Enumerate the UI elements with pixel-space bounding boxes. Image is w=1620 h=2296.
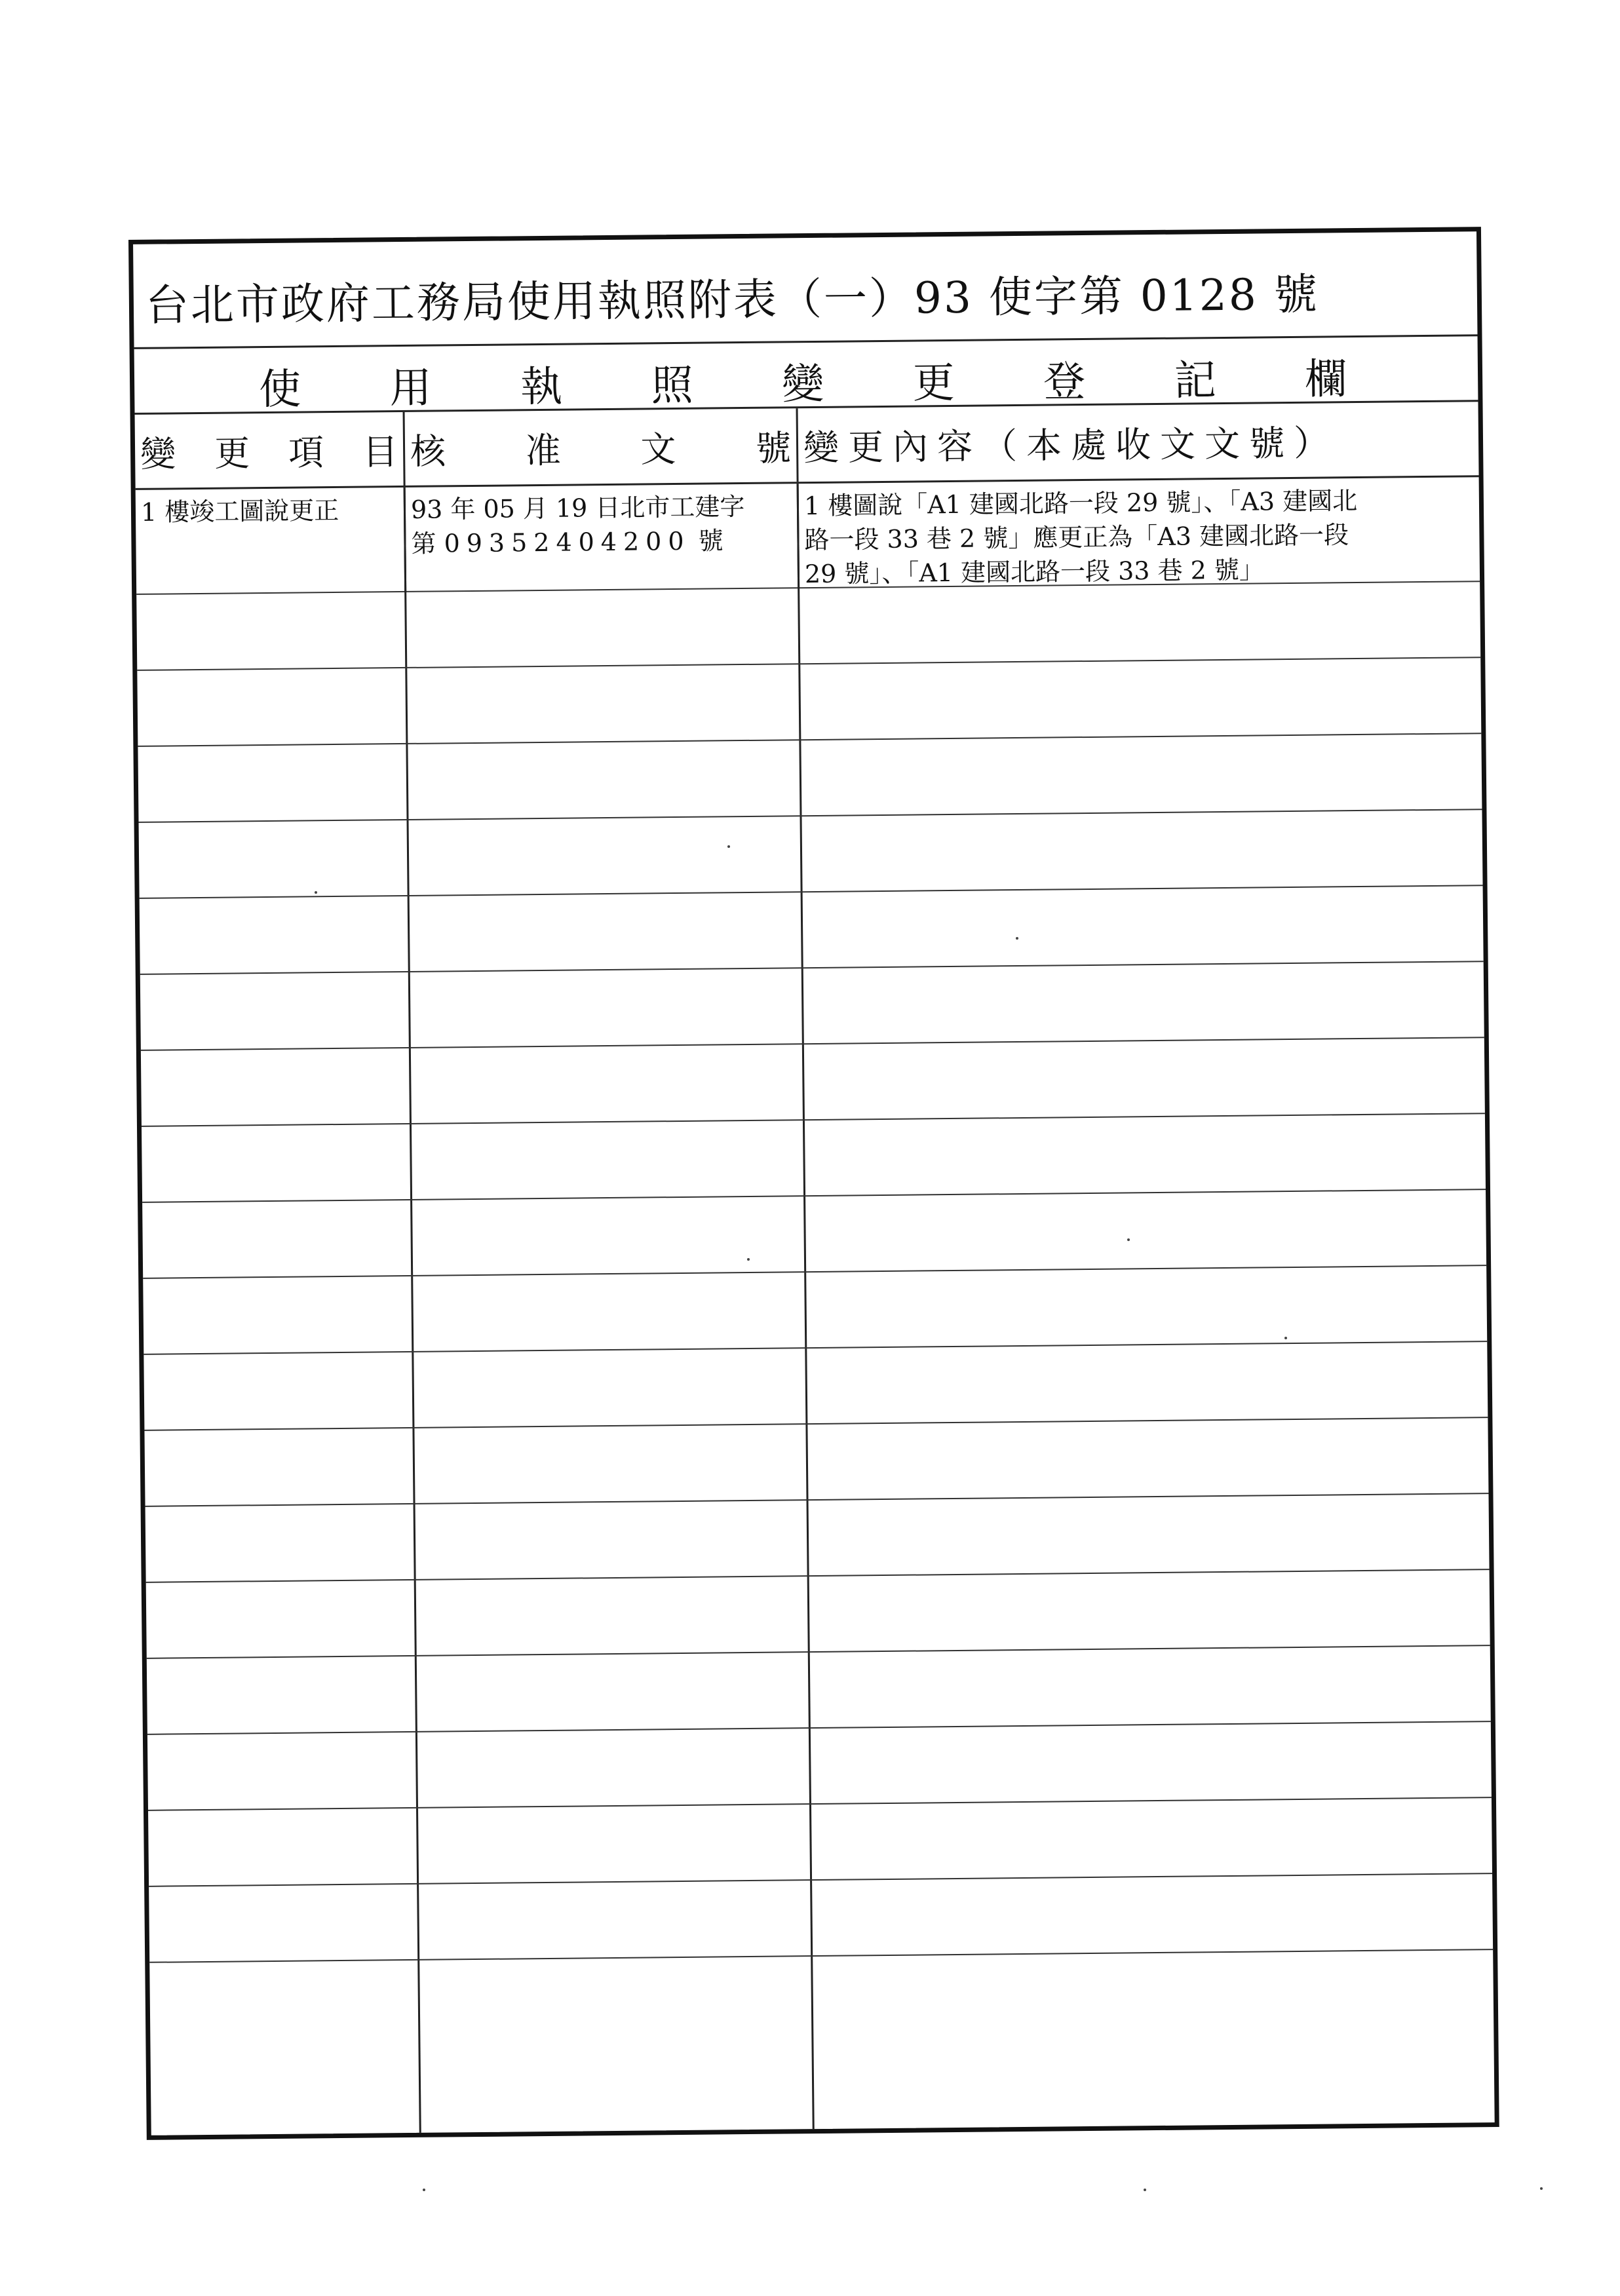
empty-table-row bbox=[144, 1418, 1488, 1507]
approval-date-line: 93 年 05 月 19 日北市工建字 bbox=[410, 491, 745, 524]
subtitle-char: 用 bbox=[389, 364, 433, 413]
table-header-row bbox=[135, 402, 1479, 490]
subtitle-char: 照 bbox=[651, 361, 694, 411]
header-change-item bbox=[135, 412, 406, 488]
header-change-content bbox=[798, 402, 1479, 482]
empty-table-row bbox=[143, 1266, 1487, 1355]
header-approval-number bbox=[405, 408, 799, 486]
header-char: 項 bbox=[288, 432, 324, 474]
empty-table-row bbox=[140, 886, 1484, 975]
cell-change-content bbox=[799, 477, 1480, 587]
content-line: 1 樓圖說「A1 建國北路一段 29 號」、「A3 建國北 bbox=[803, 486, 1358, 521]
empty-table-row bbox=[149, 1874, 1493, 1963]
subtitle-char: 欄 bbox=[1304, 355, 1347, 404]
empty-table-row bbox=[148, 1798, 1492, 1887]
scan-speck bbox=[1127, 1238, 1130, 1241]
subtitle-char: 使 bbox=[258, 365, 301, 415]
empty-table-row bbox=[142, 1114, 1486, 1203]
empty-table-row bbox=[149, 1950, 1494, 2039]
header-char: 文 bbox=[640, 428, 676, 470]
approval-number-line bbox=[411, 523, 793, 561]
scan-speck bbox=[1540, 2187, 1543, 2190]
scan-speck bbox=[727, 845, 730, 848]
header-char: 准 bbox=[525, 429, 562, 472]
empty-table-row bbox=[138, 734, 1482, 823]
scan-speck bbox=[1016, 937, 1018, 940]
approval-suffix: 號 bbox=[698, 526, 723, 556]
empty-table-row bbox=[141, 1038, 1485, 1127]
header-char: 目 bbox=[362, 431, 398, 473]
empty-table-row bbox=[140, 962, 1484, 1051]
header-char: 核 bbox=[410, 430, 446, 472]
subtitle-char: 變 bbox=[781, 360, 824, 410]
header-char: 號 bbox=[755, 427, 792, 469]
form-subtitle-row bbox=[134, 336, 1478, 415]
approval-number: 09352404200 bbox=[444, 526, 691, 558]
empty-table-row bbox=[145, 1494, 1490, 1583]
approval-prefix: 第 bbox=[411, 529, 436, 558]
scan-speck bbox=[1284, 1337, 1287, 1339]
subtitle-char: 登 bbox=[1043, 357, 1086, 407]
scan-speck bbox=[747, 1258, 750, 1261]
content-line: 路一段 33 巷 2 號」應更正為「A3 建國北路一段 bbox=[804, 520, 1349, 555]
table-row bbox=[136, 477, 1480, 595]
empty-table-row bbox=[142, 1190, 1486, 1279]
cell-approval-number bbox=[406, 484, 800, 591]
empty-table-row bbox=[139, 810, 1483, 899]
empty-table-row bbox=[136, 582, 1480, 671]
scan-speck bbox=[315, 891, 317, 894]
content-line: 29 號」、「A1 建國北路一段 33 巷 2 號」 bbox=[804, 555, 1265, 589]
header-content-label: 變更內容（本處收文文號） bbox=[803, 422, 1339, 469]
empty-table-row bbox=[144, 1342, 1488, 1431]
change-item-text: 1 樓竣工圖說更正 bbox=[140, 495, 339, 527]
header-char: 變 bbox=[140, 433, 176, 475]
empty-table-row bbox=[147, 1646, 1491, 1735]
empty-table-row bbox=[146, 1570, 1490, 1659]
empty-rows bbox=[136, 582, 1494, 2135]
cell-change-item bbox=[136, 488, 406, 594]
form-title-row bbox=[133, 231, 1477, 349]
subtitle-char: 執 bbox=[520, 362, 563, 412]
header-char: 更 bbox=[214, 432, 250, 474]
subtitle-char: 更 bbox=[912, 358, 955, 408]
scan-speck bbox=[423, 2189, 425, 2191]
usage-permit-change-form bbox=[128, 227, 1499, 2140]
subtitle-char: 記 bbox=[1174, 356, 1216, 406]
scan-speck bbox=[1144, 2189, 1146, 2191]
empty-table-row bbox=[137, 658, 1481, 747]
form-title: 台北市政府工務局使用執照附表（一）93 使字第 0128 號 bbox=[145, 269, 1320, 331]
empty-table-row bbox=[147, 1722, 1492, 1811]
